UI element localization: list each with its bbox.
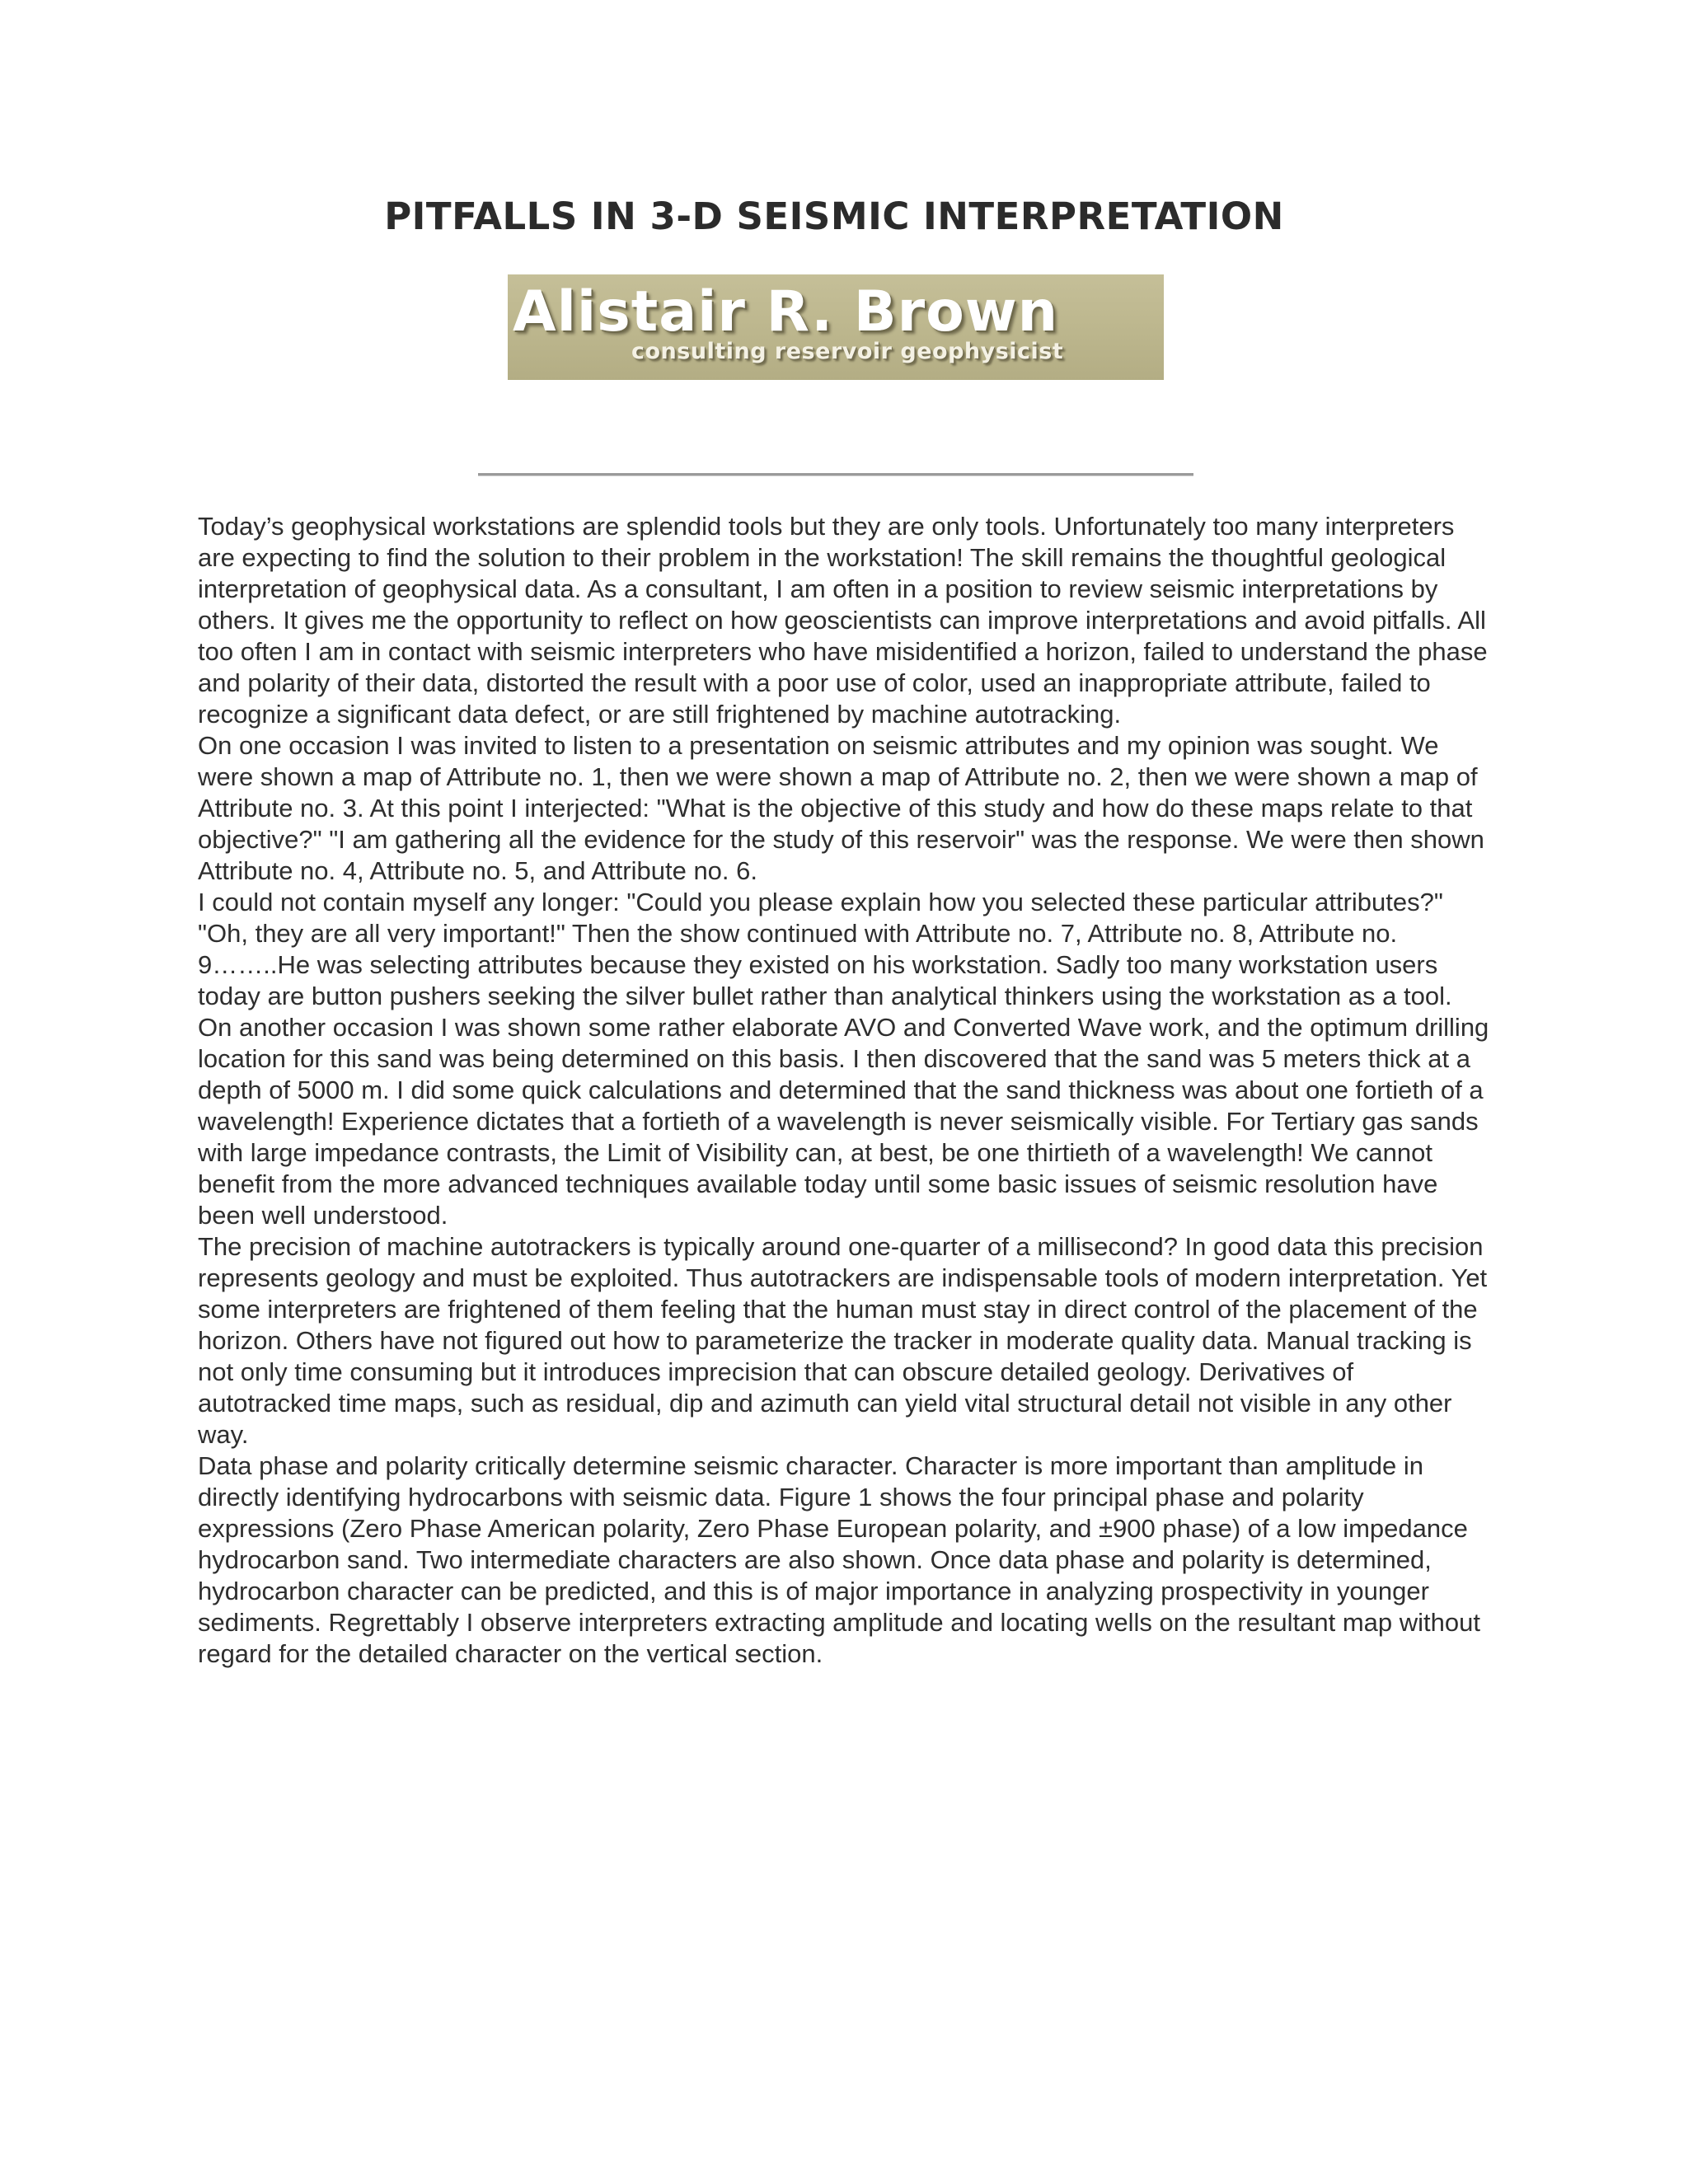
paragraph-resolution: On another occasion I was shown some rather elaborate AVO and Converted Wave work, and the optimum drilling location for this sand was being determined on this basis. I then discovered that the sand was 5 meters thick at a depth of 5000 m. I did some quick calculations and determined that the sand thickness was about one fortieth of a wavelength! Experience dictates that a fortieth of a wavelength is never seismically visible. For Tertiary gas sands with large impedance contrasts, the Limit of Visibility can, at best, be one thirtieth of a wavelength! We cannot benefit from the more advanced techniques available today until some basic issues of seismic resolution have been well understood.: [198, 1013, 1489, 1230]
paragraph-autotrackers: The precision of machine autotrackers is typically around one-quarter of a millisecond? In good data this precision represents geology and must be exploited. Thus autotrackers are indispensable tools of modern interpretation. Yet some interpreters are frightened of them feeling that the human must stay in direct control of the placement of the horizon. Others have not figured out how to parameterize the tracker in moderate quality data. Manual tracking is not only time consuming but it introduces imprecision that can obscure detailed geology. Derivatives of autotracked time maps, such as residual, dip and azimuth can yield vital structural detail not visible in any other way.: [198, 1232, 1488, 1449]
logo-author-name: Alistair R. Brown: [513, 279, 1059, 344]
paragraph-phase-polarity: Data phase and polarity critically determine seismic character. Character is more important than amplitude in directly identifying hydrocarbons with seismic data. Figure 1 shows the four principal phase and polarity expressions (Zero Phase American polarity, Zero Phase European polarity, and ±900 phase) of a low impedance hydrocarbon sand. Two intermediate characters are also shown. Once data phase and polarity is determined, hydrocarbon character can be predicted, and this is of major importance in analyzing prospectivity in younger sediments. Regrettably I observe interpreters extracting amplitude and locating wells on the resultant map without regard for the detailed character on the vertical section.: [198, 1451, 1480, 1668]
paragraph-intro: Today’s geophysical workstations are splendid tools but they are only tools. Unfortunately too many interpreters are expecting to find the solution to their problem in the workstation! The skill remains the thoughtful geological interpretation of geophysical data. As a consultant, I am often in a position to review seismic interpretations by others. It gives me the opportunity to reflect on how geoscientists can improve interpretations and avoid pitfalls. All too often I am in contact with seismic interpreters who have misidentified a horizon, failed to understand the phase and polarity of their data, distorted the result with a poor use of color, used an inappropriate attribute, failed to recognize a significant data defect, or are still frightened by machine autotracking.: [198, 512, 1488, 729]
author-logo: [508, 274, 1164, 380]
paragraph-attributes-continued: I could not contain myself any longer: "Could you please explain how you selected these particular attributes?" "Oh, they are all very important!" Then the show continued with Attribute no. 7, Attribute no. 8, Attribute no. 9……..He was selecting attributes because they existed on his workstation. Sadly too many workstation users today are button pushers seeking the silver bullet rather than analytical thinkers using the workstation as a tool.: [198, 888, 1452, 1010]
logo-tagline: consulting reservoir geophysicist: [631, 339, 1064, 364]
page-title: PITFALLS IN 3-D SEISMIC INTERPRETATION: [384, 194, 1284, 238]
paragraph-attributes-presentation: On one occasion I was invited to listen to a presentation on seismic attributes and my opinion was sought. We were shown a map of Attribute no. 1, then we were shown a map of Attribute no. 2, then we were shown a map of Attribute no. 3. At this point I interjected: "What is the objective of this study and how do these maps relate to that objective?" "I am gathering all the evidence for the study of this reservoir" was the response. We were then shown Attribute no. 4, Attribute no. 5, and Attribute no. 6.: [198, 731, 1484, 885]
horizontal-rule: [478, 473, 1193, 476]
article-body: [198, 511, 1492, 1670]
